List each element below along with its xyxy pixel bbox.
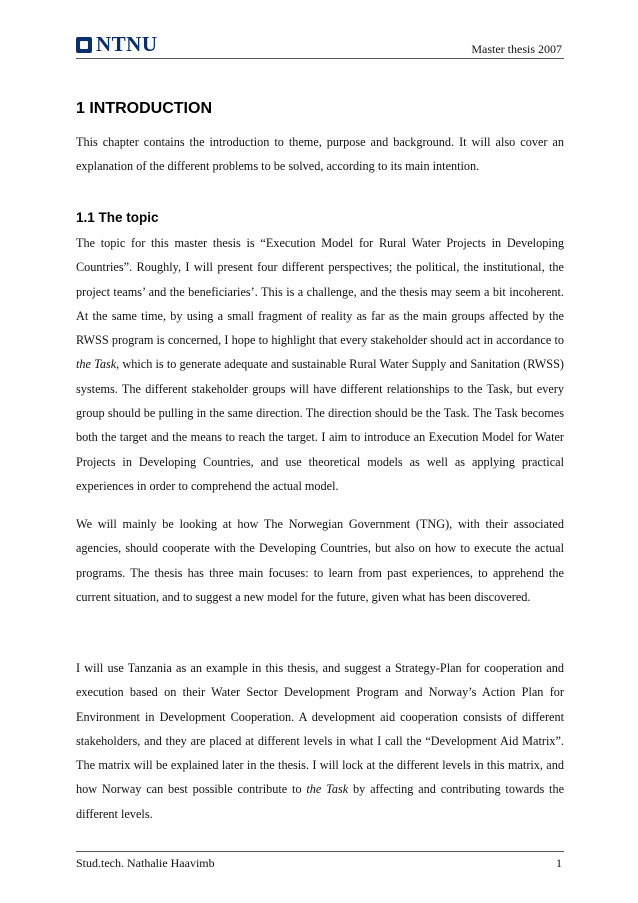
text-run: We will mainly be looking at how The Norwegian Government (TNG), with their associated agencies, should cooperate with the Developing Countries, but also on how to execute the actual programs. The thesis has three main focuses: to learn from past experiences, to apprehend the current situation, and to suggest a new model for the future, given what has been discovered. [76, 517, 564, 604]
chapter-heading: 1 INTRODUCTION [76, 100, 212, 117]
ntnu-square-icon [76, 37, 92, 53]
body-paragraph-2 [76, 512, 564, 609]
header-title: Master thesis 2007 [471, 42, 562, 56]
page-footer [76, 851, 564, 870]
section-heading: 1.1 The topic [76, 210, 159, 225]
italic-phrase: the Task [76, 357, 117, 372]
italic-phrase: the Task [306, 782, 349, 797]
text-run: I will use Tanzania as an example in this thesis, and suggest a Strategy-Plan for cooperation and execution based on their Water Sector Development Program and Norway’s Action Plan for Environment in Development Cooperation. A development aid cooperation consists of different stakeholders, and they are placed at different levels in what I call the “Development Aid Matrix”. The matrix will be explained later in the thesis. I will lock at the different levels in this matrix, and how Norway can best possible contribute to [76, 661, 564, 797]
page-header [76, 34, 564, 59]
footer-author: Stud.tech. Nathalie Haavimb [76, 856, 215, 870]
logo-text: NTNU [96, 32, 158, 56]
chapter-intro-paragraph: This chapter contains the introduction to theme, purpose and background. It will also cover an explanation of the different problems to be solved, according to its main intention. [76, 135, 564, 174]
ntnu-logo [76, 34, 158, 54]
body-paragraph-1 [76, 231, 564, 498]
text-run: by affecting and contributing towards the different levels. [76, 782, 565, 821]
page-number: 1 [556, 856, 562, 870]
body-paragraph-3 [76, 656, 564, 826]
text-run: , which is to generate adequate and sustainable Rural Water Supply and Sanitation (RWSS) systems. The different stakeholder groups will have different relationships to the Task, but every group should be pulling in the same direction. The direction should be the Task. The Task becomes both the target and the means to reach the target. I aim to introduce an Execution Model for Water Projects in Developing Countries, and use theoretical models as well as applying practical experiences in order to comprehend the actual model. [76, 357, 564, 493]
text-run: The topic for this master thesis is “Execution Model for Rural Water Projects in Developing Countries”. Roughly, I will present four different perspectives; the political, the institutional, the project teams’ and the beneficiaries’. This is a challenge, and the thesis may seem a bit incoherent. At the same time, by using a small fragment of reality as far as the main groups affected by the RWSS program is concerned, I hope to highlight that every stakeholder should act in accordance to [76, 236, 564, 348]
